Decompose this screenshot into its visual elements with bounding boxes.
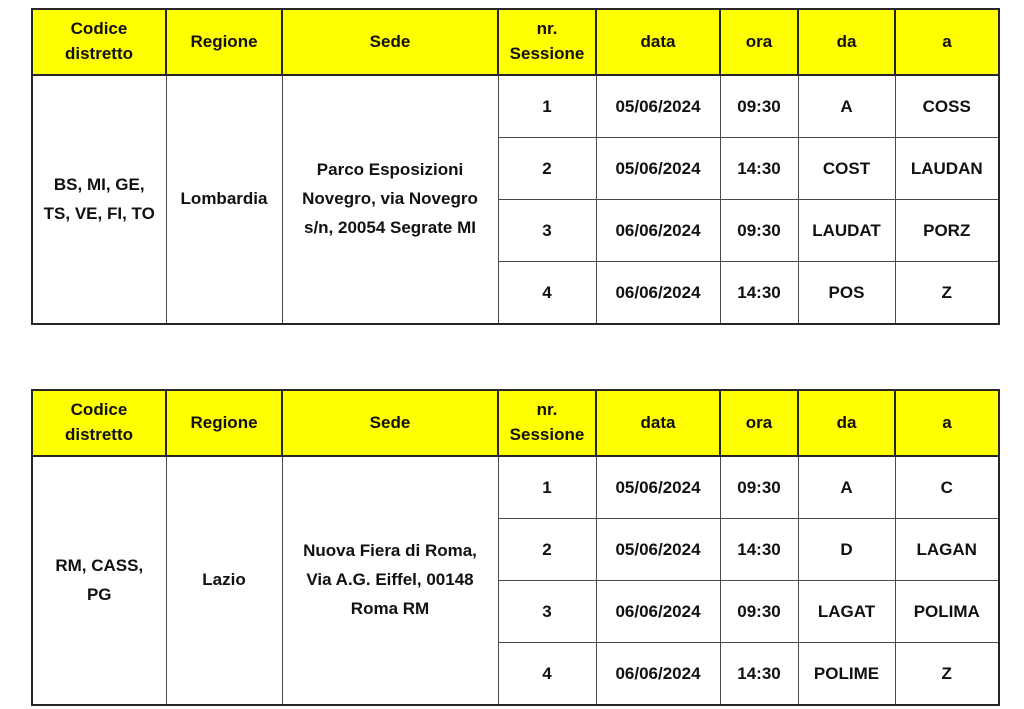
schedule-table-lombardia [31, 8, 1000, 325]
session-ora: 14:30 [720, 519, 798, 581]
session-a: Z [895, 262, 999, 325]
cell-sede: Nuova Fiera di Roma, Via A.G. Eiffel, 00148 Roma RM [282, 456, 498, 705]
session-nr: 4 [498, 643, 596, 706]
session-a: POLIMA [895, 581, 999, 643]
header-cell-a: a [895, 9, 999, 75]
header-cell-nr-sessione: nr. Sessione [498, 390, 596, 456]
session-a: LAGAN [895, 519, 999, 581]
session-nr: 3 [498, 581, 596, 643]
session-data: 06/06/2024 [596, 581, 720, 643]
session-da: COST [798, 138, 895, 200]
header-cell-ora: ora [720, 9, 798, 75]
header-row [32, 390, 999, 456]
header-cell-data: data [596, 9, 720, 75]
session-nr: 1 [498, 75, 596, 138]
header-cell-sede: Sede [282, 390, 498, 456]
session-a: COSS [895, 75, 999, 138]
cell-regione: Lazio [166, 456, 282, 705]
header-cell-sede: Sede [282, 9, 498, 75]
session-da: POS [798, 262, 895, 325]
session-ora: 09:30 [720, 456, 798, 519]
session-nr: 1 [498, 456, 596, 519]
header-cell-nr-sessione: nr. Sessione [498, 9, 596, 75]
cell-codice-distretto: RM, CASS, PG [32, 456, 166, 705]
cell-codice-distretto: BS, MI, GE, TS, VE, FI, TO [32, 75, 166, 324]
session-da: D [798, 519, 895, 581]
session-data: 06/06/2024 [596, 643, 720, 706]
header-cell-codice-distretto: Codice distretto [32, 9, 166, 75]
session-ora: 09:30 [720, 581, 798, 643]
session-data: 06/06/2024 [596, 200, 720, 262]
session-data: 05/06/2024 [596, 138, 720, 200]
session-a: PORZ [895, 200, 999, 262]
session-ora: 14:30 [720, 262, 798, 325]
session-da: LAUDAT [798, 200, 895, 262]
cell-regione: Lombardia [166, 75, 282, 324]
session-nr: 2 [498, 519, 596, 581]
session-data: 05/06/2024 [596, 75, 720, 138]
table-row [32, 456, 999, 519]
table-header [32, 390, 999, 456]
header-cell-ora: ora [720, 390, 798, 456]
session-data: 06/06/2024 [596, 262, 720, 325]
session-data: 05/06/2024 [596, 456, 720, 519]
header-cell-a: a [895, 390, 999, 456]
session-nr: 3 [498, 200, 596, 262]
header-cell-da: da [798, 9, 895, 75]
session-data: 05/06/2024 [596, 519, 720, 581]
session-da: A [798, 456, 895, 519]
session-a: C [895, 456, 999, 519]
header-cell-data: data [596, 390, 720, 456]
header-cell-regione: Regione [166, 390, 282, 456]
header-cell-da: da [798, 390, 895, 456]
session-da: POLIME [798, 643, 895, 706]
table-row [32, 75, 999, 138]
table-body [32, 75, 999, 324]
session-ora: 14:30 [720, 643, 798, 706]
schedule-table-lazio [31, 389, 1000, 706]
header-cell-codice-distretto: Codice distretto [32, 390, 166, 456]
session-nr: 4 [498, 262, 596, 325]
session-a: LAUDAN [895, 138, 999, 200]
session-da: LAGAT [798, 581, 895, 643]
table-header [32, 9, 999, 75]
session-ora: 14:30 [720, 138, 798, 200]
table-body [32, 456, 999, 705]
session-ora: 09:30 [720, 75, 798, 138]
session-ora: 09:30 [720, 200, 798, 262]
header-row [32, 9, 999, 75]
cell-sede: Parco Esposizioni Novegro, via Novegro s/n, 20054 Segrate MI [282, 75, 498, 324]
session-a: Z [895, 643, 999, 706]
header-cell-regione: Regione [166, 9, 282, 75]
session-nr: 2 [498, 138, 596, 200]
session-da: A [798, 75, 895, 138]
